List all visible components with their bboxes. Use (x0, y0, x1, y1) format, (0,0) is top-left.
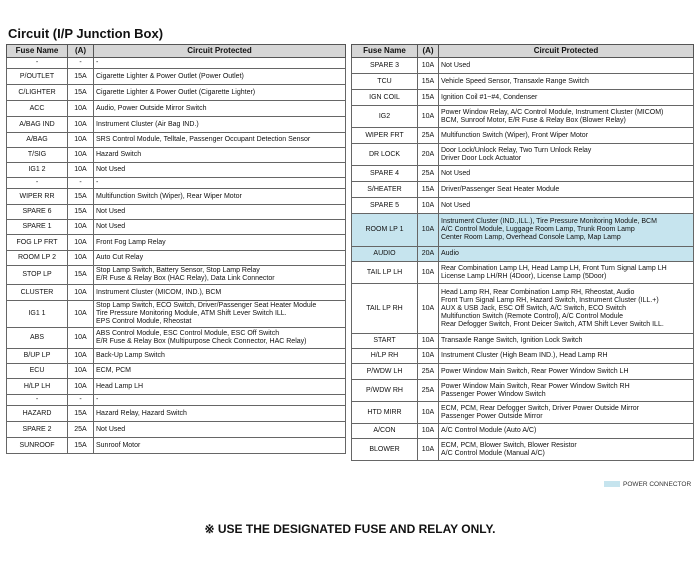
circuit-cell: Instrument Cluster (IND.,ILL.), Tire Pressure Monitoring Module, BCM A/C Control Module, Luggage Room Lamp, Trunk Room Lamp Center Room Lamp, Overhead Console Lamp, Map Lamp (439, 214, 694, 247)
table-header (7, 45, 346, 58)
circuit-cell: Transaxle Range Switch, Ignition Lock Switch (439, 334, 694, 349)
legend-swatch (604, 481, 620, 487)
circuit-cell: A/C Control Module (Auto A/C) (439, 424, 694, 439)
table-row (352, 380, 694, 402)
table-row (7, 328, 346, 349)
amp-cell: 10A (418, 214, 439, 247)
table-header (352, 45, 694, 58)
circuit-cell: Power Window Main Switch, Rear Power Window Switch LH (439, 364, 694, 380)
circuit-cell: Multifunction Switch (Wiper), Front Wiper Motor (439, 128, 694, 144)
fuse-name-cell: IG1 2 (7, 163, 68, 178)
fuse-name-cell: STOP LP (7, 266, 68, 285)
circuit-cell: Not Used (94, 422, 346, 438)
fuse-name-cell: P/WDW RH (352, 380, 418, 402)
fuse-name-cell: - (7, 395, 68, 406)
amp-cell: 10A (68, 133, 94, 148)
circuit-cell: Vehicle Speed Sensor, Transaxle Range Switch (439, 74, 694, 90)
amp-cell: 15A (68, 85, 94, 101)
circuit-cell: Hazard Relay, Hazard Switch (94, 406, 346, 422)
circuit-cell: Not Used (94, 163, 346, 178)
circuit-cell: Driver/Passenger Seat Heater Module (439, 182, 694, 198)
fuse-name-cell: C/LIGHTER (7, 85, 68, 101)
circuit-cell: Head Lamp RH, Rear Combination Lamp RH, Rheostat, Audio Front Turn Signal Lamp RH, Hazard Switch, Instrument Cluster (ILL.+) AUX & USB Jack, ESC Off Switch, A/C Switch, ECO Switch Multifunction Switch (Remote Control), A/C Control Module Rear Defogger Switch, Front Deicer Switch, ATM Shift Lever Switch ILL. (439, 284, 694, 334)
amp-cell: 10A (418, 284, 439, 334)
amp-cell: 15A (68, 266, 94, 285)
table-row (352, 90, 694, 106)
fuse-name-cell: - (7, 178, 68, 189)
fuse-name-cell: ECU (7, 364, 68, 379)
footnote: ※ USE THE DESIGNATED FUSE AND RELAY ONLY. (204, 522, 496, 536)
circuit-cell: Power Window Relay, A/C Control Module, Instrument Cluster (MICOM) BCM, Sunroof Motor, E/R Fuse & Relay Box (Blower Relay) (439, 106, 694, 128)
amp-cell: 10A (68, 251, 94, 266)
circuit-cell: Head Lamp LH (94, 379, 346, 395)
fuse-name-cell: A/BAG (7, 133, 68, 148)
fuse-name-cell: ACC (7, 101, 68, 117)
fuse-name-cell: IG2 (352, 106, 418, 128)
table-row (7, 438, 346, 454)
amp-cell: 15A (418, 182, 439, 198)
table-row (7, 251, 346, 266)
amp-cell: 25A (418, 128, 439, 144)
amp-cell: 10A (418, 402, 439, 424)
table-row (7, 117, 346, 133)
amp-cell: 10A (68, 328, 94, 349)
fuse-name-cell: WIPER RR (7, 189, 68, 205)
fuse-name-cell: ROOM LP 2 (7, 251, 68, 266)
circuit-cell: ABS Control Module, ESC Control Module, ESC Off Switch E/R Fuse & Relay Box (Multipurpose Check Connector, HAC Relay) (94, 328, 346, 349)
amp-cell: 15A (68, 438, 94, 454)
amp-cell: 10A (418, 439, 439, 461)
circuit-cell: ECM, PCM, Rear Defogger Switch, Driver Power Outside Mirror Passenger Power Outside Mirror (439, 402, 694, 424)
circuit-cell: Rear Combination Lamp LH, Head Lamp LH, Front Turn Signal Lamp LH License Lamp LH/RH (4Door), License Lamp (5Door) (439, 262, 694, 284)
table-row (7, 69, 346, 85)
fuse-name-cell: - (7, 58, 68, 69)
fuse-name-cell: A/BAG IND (7, 117, 68, 133)
fuse-name-cell: SPARE 1 (7, 220, 68, 235)
circuit-cell: SRS Control Module, Telltale, Passenger Occupant Detection Sensor (94, 133, 346, 148)
circuit-cell: Not Used (94, 205, 346, 220)
table-row (352, 166, 694, 182)
legend (604, 481, 691, 488)
fuse-name-cell: SPARE 5 (352, 198, 418, 214)
amp-cell: 25A (418, 380, 439, 402)
amp-cell: 10A (68, 101, 94, 117)
amp-cell: 10A (68, 163, 94, 178)
fuse-name-cell: HAZARD (7, 406, 68, 422)
table-row (7, 189, 346, 205)
circuit-cell: Sunroof Motor (94, 438, 346, 454)
circuit-cell: Auto Cut Relay (94, 251, 346, 266)
fuse-name-cell: S/HEATER (352, 182, 418, 198)
circuit-cell: Instrument Cluster (Air Bag IND.) (94, 117, 346, 133)
amp-cell: 15A (68, 189, 94, 205)
table-row (352, 364, 694, 380)
table-row (7, 58, 346, 69)
fuse-name-cell: CLUSTER (7, 285, 68, 301)
fuse-name-cell: HTD MIRR (352, 402, 418, 424)
header-amp: (A) (68, 45, 94, 58)
fuse-name-cell: SPARE 3 (352, 58, 418, 74)
amp-cell: 15A (68, 69, 94, 85)
page-title: Circuit (I/P Junction Box) (8, 26, 164, 41)
fuse-name-cell: SUNROOF (7, 438, 68, 454)
table-row (7, 235, 346, 251)
fuse-name-cell: SPARE 6 (7, 205, 68, 220)
amp-cell: - (68, 178, 94, 189)
circuit-cell: Audio, Power Outside Mirror Switch (94, 101, 346, 117)
table-row (352, 128, 694, 144)
header-circuit: Circuit Protected (439, 45, 694, 58)
table-row (7, 101, 346, 117)
fuse-name-cell: IGN COIL (352, 90, 418, 106)
amp-cell: 15A (418, 90, 439, 106)
table-row (352, 262, 694, 284)
table-row (7, 422, 346, 438)
table-row (352, 198, 694, 214)
table-row (352, 284, 694, 334)
amp-cell: 10A (418, 262, 439, 284)
amp-cell: - (68, 58, 94, 69)
amp-cell: 25A (418, 166, 439, 182)
circuit-cell: Instrument Cluster (High Beam IND.), Head Lamp RH (439, 349, 694, 364)
table-row (7, 85, 346, 101)
fuse-name-cell: FOG LP FRT (7, 235, 68, 251)
table-row (352, 439, 694, 461)
circuit-cell: Cigarette Lighter & Power Outlet (Cigarette Lighter) (94, 85, 346, 101)
fuse-name-cell: AUDIO (352, 247, 418, 262)
fuse-name-cell: H/LP LH (7, 379, 68, 395)
header-circuit: Circuit Protected (94, 45, 346, 58)
circuit-cell: Not Used (439, 166, 694, 182)
table-row (352, 106, 694, 128)
header-fuse-name: Fuse Name (7, 45, 68, 58)
table-row (7, 266, 346, 285)
circuit-cell: Not Used (94, 220, 346, 235)
amp-cell: 10A (418, 58, 439, 74)
table-row (7, 178, 346, 189)
fuse-name-cell: WIPER FRT (352, 128, 418, 144)
fuse-name-cell: TAIL LP RH (352, 284, 418, 334)
amp-cell: 10A (68, 301, 94, 328)
amp-cell: 10A (68, 349, 94, 364)
table-row (7, 133, 346, 148)
amp-cell: - (68, 395, 94, 406)
table-row (352, 214, 694, 247)
fuse-name-cell: ROOM LP 1 (352, 214, 418, 247)
circuit-cell: Not Used (439, 58, 694, 74)
fuse-name-cell: P/WDW LH (352, 364, 418, 380)
circuit-cell: Instrument Cluster (MICOM, IND.), BCM (94, 285, 346, 301)
amp-cell: 10A (68, 235, 94, 251)
fuse-name-cell: P/OUTLET (7, 69, 68, 85)
table-row (352, 144, 694, 166)
fuse-name-cell: SPARE 2 (7, 422, 68, 438)
amp-cell: 15A (68, 406, 94, 422)
table-row (352, 58, 694, 74)
amp-cell: 10A (418, 198, 439, 214)
left-fuse-table (6, 44, 346, 454)
amp-cell: 10A (68, 117, 94, 133)
amp-cell: 10A (68, 285, 94, 301)
table-row (7, 364, 346, 379)
circuit-cell: Stop Lamp Switch, Battery Sensor, Stop Lamp Relay E/R Fuse & Relay Box (HAC Relay), Data Link Connector (94, 266, 346, 285)
table-row (352, 402, 694, 424)
amp-cell: 10A (68, 379, 94, 395)
amp-cell: 10A (418, 106, 439, 128)
amp-cell: 20A (418, 144, 439, 166)
table-row (352, 74, 694, 90)
table-row (7, 395, 346, 406)
table-row (352, 349, 694, 364)
table-row (7, 205, 346, 220)
amp-cell: 25A (418, 364, 439, 380)
amp-cell: 10A (68, 148, 94, 163)
amp-cell: 10A (418, 424, 439, 439)
amp-cell: 10A (68, 220, 94, 235)
table-row (352, 247, 694, 262)
table-row (352, 424, 694, 439)
legend-label: POWER CONNECTOR (623, 481, 692, 488)
fuse-name-cell: IG1 1 (7, 301, 68, 328)
circuit-cell: - (94, 178, 346, 189)
fuse-name-cell: T/SIG (7, 148, 68, 163)
right-fuse-table (351, 44, 694, 461)
table-row (7, 163, 346, 178)
circuit-cell: Stop Lamp Switch, ECO Switch, Driver/Passenger Seat Heater Module Tire Pressure Monitoring Module, ATM Shift Lever Switch ILL. EPS Control Module, Rheostat (94, 301, 346, 328)
fuse-name-cell: TCU (352, 74, 418, 90)
circuit-cell: ECM, PCM, Blower Switch, Blower Resistor A/C Control Module (Manual A/C) (439, 439, 694, 461)
amp-cell: 25A (68, 422, 94, 438)
circuit-cell: Ignition Coil #1~#4, Condenser (439, 90, 694, 106)
table-row (7, 379, 346, 395)
table-row (7, 148, 346, 163)
circuit-cell: Multifunction Switch (Wiper), Rear Wiper Motor (94, 189, 346, 205)
fuse-name-cell: SPARE 4 (352, 166, 418, 182)
fuse-name-cell: START (352, 334, 418, 349)
table-row (7, 406, 346, 422)
circuit-cell: Front Fog Lamp Relay (94, 235, 346, 251)
table-row (7, 220, 346, 235)
table-row (7, 349, 346, 364)
fuse-name-cell: A/CON (352, 424, 418, 439)
circuit-cell: - (94, 58, 346, 69)
header-fuse-name: Fuse Name (352, 45, 418, 58)
circuit-cell: ECM, PCM (94, 364, 346, 379)
fuse-name-cell: ABS (7, 328, 68, 349)
amp-cell: 15A (418, 74, 439, 90)
amp-cell: 10A (418, 334, 439, 349)
circuit-cell: - (94, 395, 346, 406)
circuit-cell: Door Lock/Unlock Relay, Two Turn Unlock Relay Driver Door Lock Actuator (439, 144, 694, 166)
amp-cell: 15A (68, 205, 94, 220)
table-row (7, 301, 346, 328)
table-row (352, 182, 694, 198)
table-row (352, 334, 694, 349)
circuit-cell: Hazard Switch (94, 148, 346, 163)
fuse-name-cell: B/UP LP (7, 349, 68, 364)
circuit-cell: Back-Up Lamp Switch (94, 349, 346, 364)
header-amp: (A) (418, 45, 439, 58)
table-row (7, 285, 346, 301)
circuit-cell: Power Window Main Switch, Rear Power Window Switch RH Passenger Power Window Switch (439, 380, 694, 402)
circuit-cell: Audio (439, 247, 694, 262)
amp-cell: 10A (68, 364, 94, 379)
fuse-name-cell: H/LP RH (352, 349, 418, 364)
amp-cell: 10A (418, 349, 439, 364)
circuit-cell: Not Used (439, 198, 694, 214)
circuit-cell: Cigarette Lighter & Power Outlet (Power Outlet) (94, 69, 346, 85)
fuse-name-cell: DR LOCK (352, 144, 418, 166)
fuse-name-cell: BLOWER (352, 439, 418, 461)
fuse-name-cell: TAIL LP LH (352, 262, 418, 284)
amp-cell: 20A (418, 247, 439, 262)
